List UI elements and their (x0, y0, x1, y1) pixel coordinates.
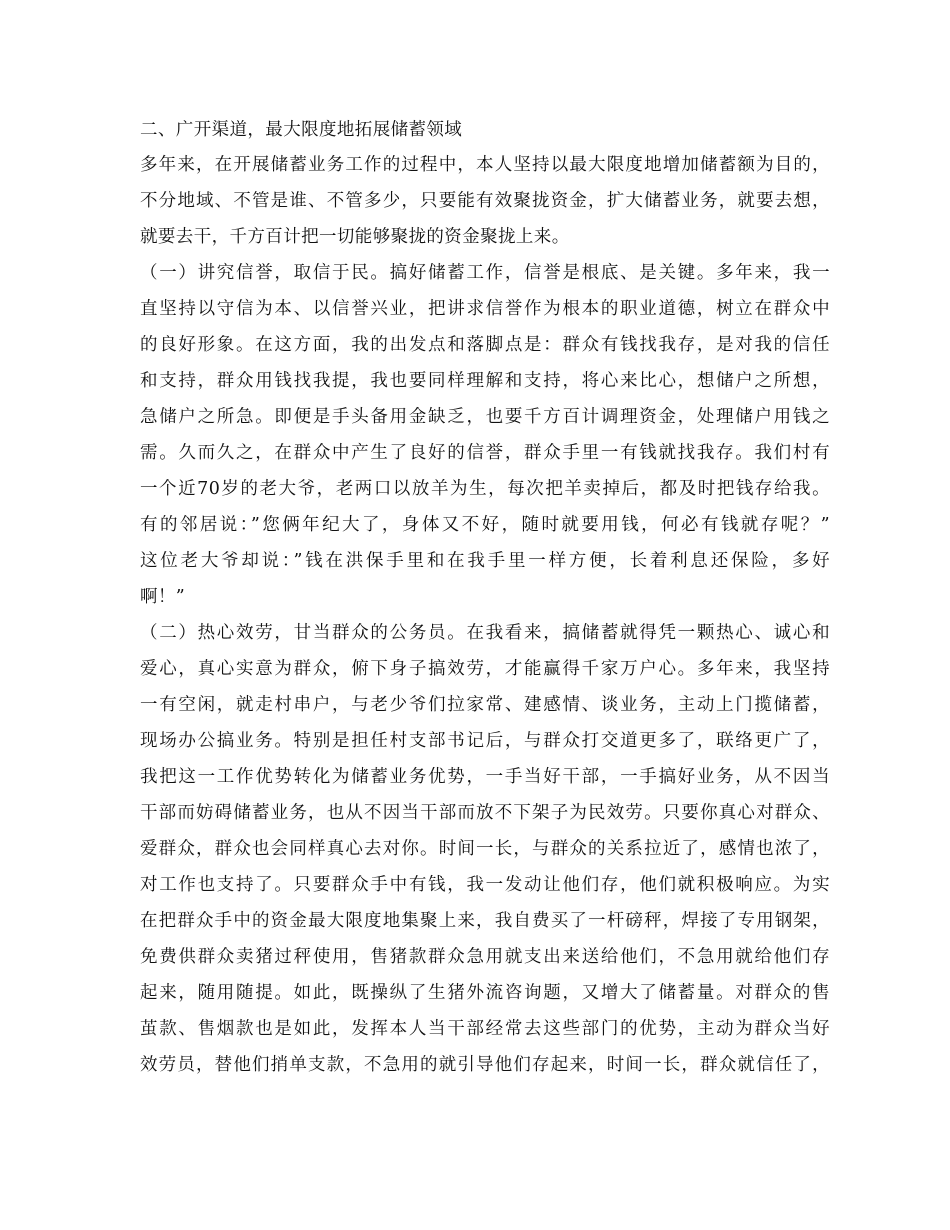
paragraph-line: 急储户之所急。即便是手头备用金缺乏，也要千方百计调理资金，处理储户用钱之 (140, 407, 830, 427)
paragraph-line: 爱心，真心实意为群众，俯下身子搞效劳，才能赢得千家万户心。多年来，我坚持 (140, 659, 830, 679)
paragraph-line: 多年来，在开展储蓄业务工作的过程中，本人坚持以最大限度地增加储蓄额为目的， (140, 155, 830, 175)
paragraph-line: 直坚持以守信为本、以信誉兴业，把讲求信誉作为根本的职业道德，树立在群众中 (140, 299, 830, 319)
section-heading: 二、广开渠道，最大限度地拓展储蓄领域 (140, 120, 463, 140)
paragraph-line: 起来，随用随提。如此，既操纵了生猪外流咨询题，又增大了储蓄量。对群众的售 (140, 983, 830, 1003)
paragraph-line: 现场办公搞业务。特别是担任村支部书记后，与群众打交道更多了，联络更广了， (140, 731, 830, 751)
paragraph-line: 免费供群众卖猪过秤使用，售猪款群众急用就支出来送给他们，不急用就给他们存 (140, 947, 830, 967)
paragraph-line: 茧款、售烟款也是如此，发挥本人当干部经常去这些部门的优势，主动为群众当好 (140, 1019, 830, 1039)
paragraph-line: 效劳员，替他们捎单支款，不急用的就引导他们存起来，时间一长，群众就信任了， (140, 1055, 830, 1075)
paragraph-line: 我把这一工作优势转化为储蓄业务优势，一手当好干部，一手搞好业务，从不因当 (140, 767, 830, 787)
paragraph-line: 的良好形象。在这方面，我的出发点和落脚点是：群众有钱找我存，是对我的信任 (140, 335, 830, 355)
paragraph-line: 就要去干，千方百计把一切能够聚拢的资金聚拢上来。 (140, 227, 570, 247)
paragraph-line: 一有空闲，就走村串户，与老少爷们拉家常、建感情、谈业务，主动上门揽储蓄， (140, 695, 830, 715)
paragraph-line: 在把群众手中的资金最大限度地集聚上来，我自费买了一杆磅秤，焊接了专用钢架， (140, 911, 830, 931)
paragraph-line: （二）热心效劳，甘当群众的公务员。在我看来，搞储蓄就得凭一颗热心、诚心和 (140, 623, 830, 643)
paragraph-line: 不分地域、不管是谁、不管多少，只要能有效聚拢资金，扩大储蓄业务，就要去想， (140, 191, 830, 211)
paragraph-line: 这位老大爷却说：”钱在洪保手里和在我手里一样方便，长着利息还保险，多好 (140, 551, 830, 571)
paragraph-line: 干部而妨碍储蓄业务，也从不因当干部而放不下架子为民效劳。只要你真心对群众、 (140, 803, 830, 823)
paragraph-line: 爱群众，群众也会同样真心去对你。时间一长，与群众的关系拉近了，感情也浓了， (140, 839, 830, 859)
paragraph-line: 需。久而久之，在群众中产生了良好的信誉，群众手里一有钱就找我存。我们村有 (140, 443, 830, 463)
paragraph-line: （一）讲究信誉，取信于民。搞好储蓄工作，信誉是根底、是关键。多年来，我一 (140, 263, 830, 283)
paragraph-line: 和支持，群众用钱找我提，我也要同样理解和支持，将心来比心，想储户之所想， (140, 371, 830, 391)
paragraph-line: 对工作也支持了。只要群众手中有钱，我一发动让他们存，他们就积极响应。为实 (140, 875, 830, 895)
paragraph-line: 一个近70岁的老大爷，老两口以放羊为生，每次把羊卖掉后，都及时把钱存给我。 (140, 479, 830, 499)
paragraph-line: 有的邻居说：”您俩年纪大了，身体又不好，随时就要用钱，何必有钱就存呢？” (140, 515, 830, 535)
paragraph-line: 啊！” (140, 587, 186, 607)
